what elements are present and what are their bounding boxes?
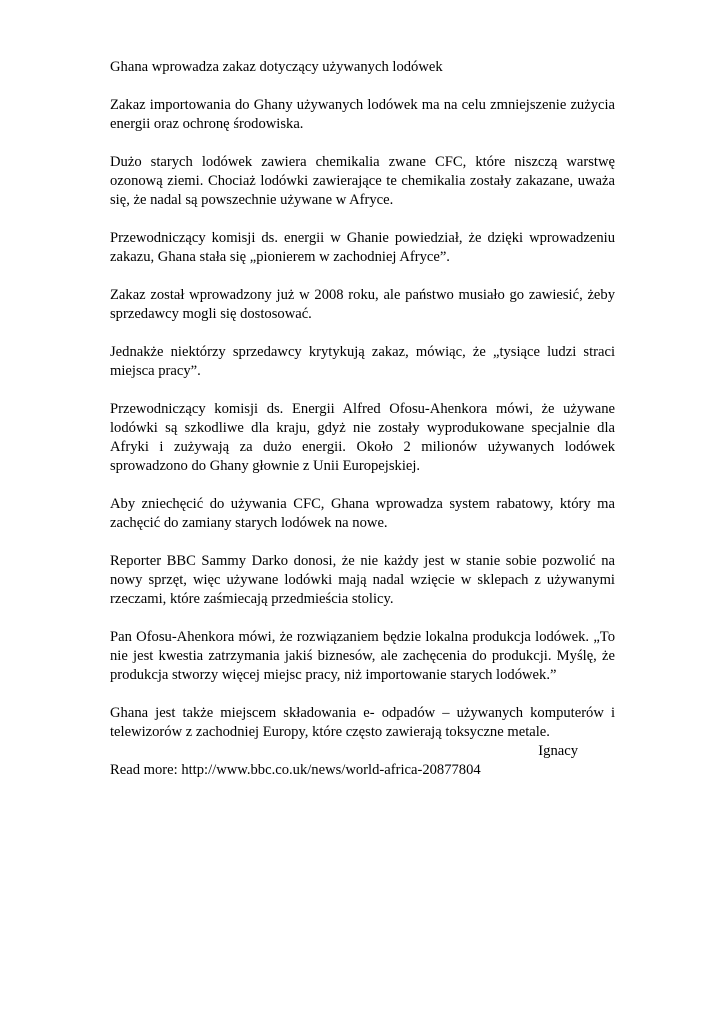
author-signature: Ignacy — [538, 743, 578, 759]
paragraph-9: Pan Ofosu-Ahenkora mówi, że rozwiązaniem będzie lokalna produkcja lodówek. „To nie jest kwestia zatrzymania jakiś biznesów, ale zachęcenia do produkcji. Myślę, że produkcja stworzy więcej miejsc pracy, niż importowanie starych lodówek.” — [110, 629, 615, 683]
paragraph-3: Przewodniczący komisji ds. energii w Ghanie powiedział, że dzięki wprowadzeniu zakazu, Ghana stała się „pionierem w zachodniej Afryce”. — [110, 230, 615, 265]
paragraph-6: Przewodniczący komisji ds. Energii Alfred Ofosu-Ahenkora mówi, że używane lodówki są szkodliwe dla kraju, gdyż nie zostały wyprodukowane specjalnie dla Afryki i zużywają za dużo energii. Około 2 milionów używanych lodówek sprowadzono do Ghany głownie z Unii Europejskiej. — [110, 401, 615, 474]
paragraph-10: Ghana jest także miejscem składowania e- odpadów – używanych komputerów i telewizorów z zachodniej Europy, które często zawierają toksyczne metale. — [110, 705, 615, 740]
paragraph-2: Dużo starych lodówek zawiera chemikalia zwane CFC, które niszczą warstwę ozonową ziemi. Chociaż lodówki zawierające te chemikalia zostały zakazane, uważa się, że nadal są powszechnie używane w Afryce. — [110, 154, 615, 208]
paragraph-1: Zakaz importowania do Ghany używanych lodówek ma na celu zmniejszenie zużycia energii oraz ochronę środowiska. — [110, 97, 615, 132]
paragraph-7: Aby zniechęcić do używania CFC, Ghana wprowadza system rabatowy, który ma zachęcić do zamiany starych lodówek na nowe. — [110, 496, 615, 531]
document-page — [110, 58, 615, 780]
read-more-link[interactable]: Read more: http://www.bbc.co.uk/news/world-africa-20877804 — [110, 762, 481, 778]
paragraph-5: Jednakże niektórzy sprzedawcy krytykują zakaz, mówiąc, że „tysiące ludzi straci miejsca pracy”. — [110, 344, 615, 379]
paragraph-4: Zakaz został wprowadzony już w 2008 roku, ale państwo musiało go zawiesić, żeby sprzedawcy mogli się dostosować. — [110, 287, 615, 322]
paragraph-8: Reporter BBC Sammy Darko donosi, że nie każdy jest w stanie sobie pozwolić na nowy sprzęt, więc używane lodówki mają nadal wzięcie w sklepach z używanymi rzeczami, które zaśmiecają przedmieścia stolicy. — [110, 553, 615, 607]
document-title: Ghana wprowadza zakaz dotyczący używanych lodówek — [110, 59, 443, 75]
